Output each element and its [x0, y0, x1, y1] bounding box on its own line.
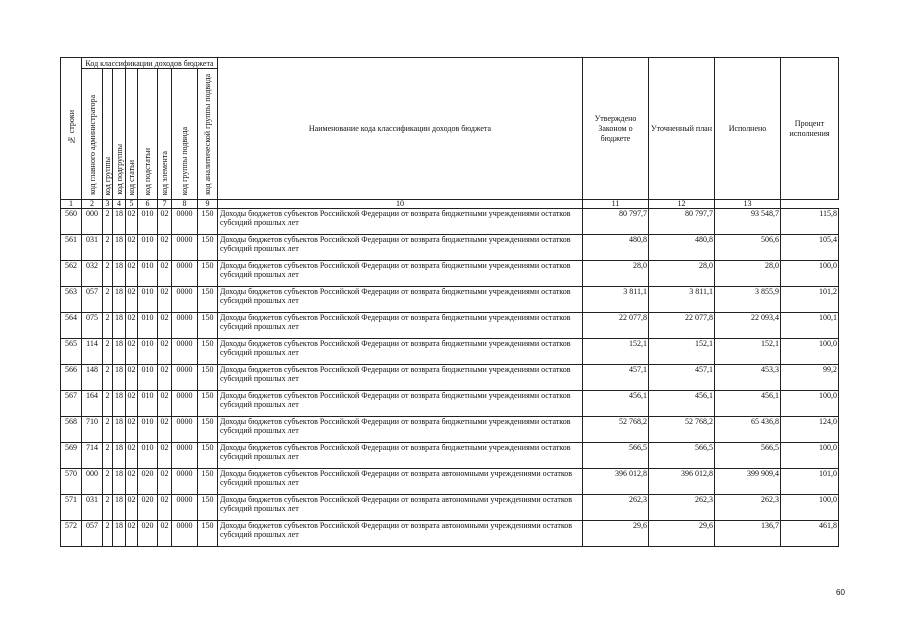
subgroup-code-cell: 18	[113, 391, 126, 417]
executed-amount-cell: 3 855,9	[715, 287, 781, 313]
classification-group-header: Код классификации доходов бюджета	[82, 58, 218, 69]
revenue-name-cell: Доходы бюджетов субъектов Российской Федерации от возврата бюджетными учреждениями остатков субсидий прошлых лет	[218, 443, 583, 469]
approved-amount-cell: 29,6	[583, 521, 649, 547]
row-number-cell: 561	[61, 235, 82, 261]
executed-amount-cell: 22 093,4	[715, 313, 781, 339]
article-code-cell: 02	[126, 209, 138, 235]
code-column-header: код аналитической группы подвида	[198, 69, 218, 200]
column-number: 7	[158, 200, 172, 209]
execution-percent-cell: 100,0	[781, 443, 839, 469]
admin-code-cell: 714	[82, 443, 103, 469]
admin-code-cell: 710	[82, 417, 103, 443]
revenue-name-cell: Доходы бюджетов субъектов Российской Федерации от возврата бюджетными учреждениями остатков субсидий прошлых лет	[218, 339, 583, 365]
refined-plan-cell: 29,6	[649, 521, 715, 547]
analytic-group-code-cell: 150	[198, 261, 218, 287]
subtype-group-code-cell: 0000	[172, 313, 198, 339]
subarticle-code-cell: 010	[138, 287, 158, 313]
executed-amount-cell: 262,3	[715, 495, 781, 521]
column-number: 5	[126, 200, 138, 209]
column-number: 8	[172, 200, 198, 209]
analytic-group-code-cell: 150	[198, 287, 218, 313]
admin-code-cell: 000	[82, 469, 103, 495]
revenue-name-cell: Доходы бюджетов субъектов Российской Федерации от возврата бюджетными учреждениями остатков субсидий прошлых лет	[218, 417, 583, 443]
execution-percent-cell: 115,8	[781, 209, 839, 235]
analytic-group-code-cell: 150	[198, 391, 218, 417]
admin-code-cell: 148	[82, 365, 103, 391]
article-code-cell: 02	[126, 235, 138, 261]
row-number-cell: 565	[61, 339, 82, 365]
refined-plan-cell: 22 077,8	[649, 313, 715, 339]
article-code-cell: 02	[126, 365, 138, 391]
analytic-group-code-cell: 150	[198, 365, 218, 391]
approved-amount-cell: 3 811,1	[583, 287, 649, 313]
subgroup-code-cell: 18	[113, 287, 126, 313]
analytic-group-code-cell: 150	[198, 495, 218, 521]
revenue-name-cell: Доходы бюджетов субъектов Российской Федерации от возврата бюджетными учреждениями остатков субсидий прошлых лет	[218, 261, 583, 287]
element-code-cell: 02	[158, 261, 172, 287]
executed-amount-cell: 136,7	[715, 521, 781, 547]
refined-plan-cell: 52 768,2	[649, 417, 715, 443]
execution-percent-cell: 101,0	[781, 469, 839, 495]
article-code-cell: 02	[126, 313, 138, 339]
subarticle-code-cell: 020	[138, 521, 158, 547]
subtype-group-code-cell: 0000	[172, 235, 198, 261]
execution-percent-cell: 100,0	[781, 339, 839, 365]
subgroup-code-cell: 18	[113, 365, 126, 391]
subtype-group-code-cell: 0000	[172, 417, 198, 443]
article-code-cell: 02	[126, 443, 138, 469]
group-code-cell: 2	[103, 443, 113, 469]
approved-header: Утверждено Законом о бюджете	[583, 58, 649, 200]
executed-amount-cell: 399 909,4	[715, 469, 781, 495]
revenue-name-cell: Доходы бюджетов субъектов Российской Федерации от возврата бюджетными учреждениями остатков субсидий прошлых лет	[218, 287, 583, 313]
analytic-group-code-cell: 150	[198, 443, 218, 469]
group-code-cell: 2	[103, 391, 113, 417]
code-column-header: код группы	[103, 69, 113, 200]
row-number-cell: 564	[61, 313, 82, 339]
revenue-name-cell: Доходы бюджетов субъектов Российской Федерации от возврата автономными учреждениями остатков субсидий прошлых лет	[218, 521, 583, 547]
element-code-cell: 02	[158, 495, 172, 521]
admin-code-cell: 057	[82, 287, 103, 313]
code-column-header: код главного администратора	[82, 69, 103, 200]
refined-plan-cell: 152,1	[649, 339, 715, 365]
approved-amount-cell: 152,1	[583, 339, 649, 365]
admin-code-cell: 031	[82, 495, 103, 521]
row-number-cell: 562	[61, 261, 82, 287]
subtype-group-code-cell: 0000	[172, 443, 198, 469]
row-number-cell: 563	[61, 287, 82, 313]
approved-amount-cell: 22 077,8	[583, 313, 649, 339]
code-column-header: код подстатьи	[138, 69, 158, 200]
element-code-cell: 02	[158, 339, 172, 365]
approved-amount-cell: 262,3	[583, 495, 649, 521]
admin-code-cell: 032	[82, 261, 103, 287]
table-row	[61, 417, 839, 443]
admin-code-cell: 164	[82, 391, 103, 417]
column-number: 3	[103, 200, 113, 209]
executed-amount-cell: 453,3	[715, 365, 781, 391]
executed-amount-cell: 93 548,7	[715, 209, 781, 235]
execution-percent-cell: 99,2	[781, 365, 839, 391]
column-number: 12	[649, 200, 715, 209]
approved-amount-cell: 566,5	[583, 443, 649, 469]
table-row	[61, 261, 839, 287]
revenue-name-cell: Доходы бюджетов субъектов Российской Федерации от возврата бюджетными учреждениями остатков субсидий прошлых лет	[218, 313, 583, 339]
subarticle-code-cell: 010	[138, 235, 158, 261]
subarticle-code-cell: 020	[138, 495, 158, 521]
analytic-group-code-cell: 150	[198, 209, 218, 235]
table-row	[61, 521, 839, 547]
subgroup-code-cell: 18	[113, 235, 126, 261]
subgroup-code-cell: 18	[113, 469, 126, 495]
approved-amount-cell: 80 797,7	[583, 209, 649, 235]
subgroup-code-cell: 18	[113, 339, 126, 365]
executed-amount-cell: 28,0	[715, 261, 781, 287]
column-number: 1	[61, 200, 82, 209]
execution-percent-cell: 100,1	[781, 313, 839, 339]
element-code-cell: 02	[158, 443, 172, 469]
table-row	[61, 391, 839, 417]
group-code-cell: 2	[103, 417, 113, 443]
column-number: 11	[583, 200, 649, 209]
analytic-group-code-cell: 150	[198, 417, 218, 443]
row-number-cell: 566	[61, 365, 82, 391]
subarticle-code-cell: 010	[138, 443, 158, 469]
subarticle-code-cell: 010	[138, 209, 158, 235]
group-code-cell: 2	[103, 365, 113, 391]
element-code-cell: 02	[158, 209, 172, 235]
subtype-group-code-cell: 0000	[172, 365, 198, 391]
subgroup-code-cell: 18	[113, 261, 126, 287]
article-code-cell: 02	[126, 521, 138, 547]
refined-plan-cell: 480,8	[649, 235, 715, 261]
subgroup-code-cell: 18	[113, 495, 126, 521]
article-code-cell: 02	[126, 339, 138, 365]
approved-amount-cell: 456,1	[583, 391, 649, 417]
subgroup-code-cell: 18	[113, 313, 126, 339]
execution-percent-cell: 461,8	[781, 521, 839, 547]
element-code-cell: 02	[158, 417, 172, 443]
group-code-cell: 2	[103, 313, 113, 339]
executed-amount-cell: 152,1	[715, 339, 781, 365]
execution-percent-cell: 100,0	[781, 495, 839, 521]
approved-amount-cell: 28,0	[583, 261, 649, 287]
revenue-name-cell: Доходы бюджетов субъектов Российской Федерации от возврата бюджетными учреждениями остатков субсидий прошлых лет	[218, 365, 583, 391]
group-code-cell: 2	[103, 261, 113, 287]
refined-plan-cell: 262,3	[649, 495, 715, 521]
column-number-row	[61, 200, 839, 209]
executed-amount-cell: 566,5	[715, 443, 781, 469]
group-code-cell: 2	[103, 287, 113, 313]
column-number: 13	[715, 200, 781, 209]
table-row	[61, 209, 839, 235]
refined-plan-cell: 396 012,8	[649, 469, 715, 495]
subtype-group-code-cell: 0000	[172, 209, 198, 235]
subgroup-code-cell: 18	[113, 521, 126, 547]
article-code-cell: 02	[126, 261, 138, 287]
column-number: 4	[113, 200, 126, 209]
row-number-cell: 560	[61, 209, 82, 235]
element-code-cell: 02	[158, 287, 172, 313]
executed-header: Исполнено	[715, 58, 781, 200]
code-column-header: код статьи	[126, 69, 138, 200]
subgroup-code-cell: 18	[113, 209, 126, 235]
execution-percent-cell: 101,2	[781, 287, 839, 313]
row-number-cell: 572	[61, 521, 82, 547]
analytic-group-code-cell: 150	[198, 235, 218, 261]
table-row	[61, 443, 839, 469]
subarticle-code-cell: 010	[138, 339, 158, 365]
table-row	[61, 469, 839, 495]
subarticle-code-cell: 020	[138, 469, 158, 495]
analytic-group-code-cell: 150	[198, 313, 218, 339]
code-column-header: код элемента	[158, 69, 172, 200]
execution-percent-cell: 105,4	[781, 235, 839, 261]
executed-amount-cell: 506,6	[715, 235, 781, 261]
execution-percent-cell: 124,0	[781, 417, 839, 443]
analytic-group-code-cell: 150	[198, 339, 218, 365]
refined-plan-cell: 80 797,7	[649, 209, 715, 235]
table-row	[61, 313, 839, 339]
refined-plan-cell: 457,1	[649, 365, 715, 391]
subarticle-code-cell: 010	[138, 365, 158, 391]
column-number: 2	[82, 200, 103, 209]
table-row	[61, 339, 839, 365]
admin-code-cell: 000	[82, 209, 103, 235]
admin-code-cell: 031	[82, 235, 103, 261]
subtype-group-code-cell: 0000	[172, 469, 198, 495]
execution-percent-cell: 100,0	[781, 391, 839, 417]
group-code-cell: 2	[103, 469, 113, 495]
revenue-name-cell: Доходы бюджетов субъектов Российской Федерации от возврата автономными учреждениями остатков субсидий прошлых лет	[218, 495, 583, 521]
group-code-cell: 2	[103, 495, 113, 521]
subarticle-code-cell: 010	[138, 417, 158, 443]
row-number-cell: 570	[61, 469, 82, 495]
article-code-cell: 02	[126, 469, 138, 495]
subarticle-code-cell: 010	[138, 391, 158, 417]
article-code-cell: 02	[126, 391, 138, 417]
analytic-group-code-cell: 150	[198, 469, 218, 495]
admin-code-cell: 075	[82, 313, 103, 339]
row-number-cell: 568	[61, 417, 82, 443]
budget-revenue-table	[60, 57, 839, 547]
subgroup-code-cell: 18	[113, 417, 126, 443]
name-header: Наименование кода классификации доходов бюджета	[218, 58, 583, 200]
element-code-cell: 02	[158, 469, 172, 495]
column-number: 9	[198, 200, 218, 209]
element-code-cell: 02	[158, 391, 172, 417]
element-code-cell: 02	[158, 313, 172, 339]
page-number: 60	[836, 588, 845, 597]
element-code-cell: 02	[158, 235, 172, 261]
group-code-cell: 2	[103, 521, 113, 547]
percent-header: Процент исполнения	[781, 58, 839, 200]
refined-header: Уточненный план	[649, 58, 715, 200]
subtype-group-code-cell: 0000	[172, 521, 198, 547]
execution-percent-cell: 100,0	[781, 261, 839, 287]
table-row	[61, 495, 839, 521]
article-code-cell: 02	[126, 287, 138, 313]
refined-plan-cell: 456,1	[649, 391, 715, 417]
subtype-group-code-cell: 0000	[172, 391, 198, 417]
executed-amount-cell: 456,1	[715, 391, 781, 417]
article-code-cell: 02	[126, 495, 138, 521]
approved-amount-cell: 480,8	[583, 235, 649, 261]
subtype-group-code-cell: 0000	[172, 261, 198, 287]
refined-plan-cell: 566,5	[649, 443, 715, 469]
approved-amount-cell: 457,1	[583, 365, 649, 391]
row-number-cell: 571	[61, 495, 82, 521]
row-number-cell: 567	[61, 391, 82, 417]
code-column-header: код подгруппы	[113, 69, 126, 200]
revenue-name-cell: Доходы бюджетов субъектов Российской Федерации от возврата бюджетными учреждениями остатков субсидий прошлых лет	[218, 391, 583, 417]
revenue-name-cell: Доходы бюджетов субъектов Российской Федерации от возврата бюджетными учреждениями остатков субсидий прошлых лет	[218, 235, 583, 261]
group-code-cell: 2	[103, 209, 113, 235]
approved-amount-cell: 396 012,8	[583, 469, 649, 495]
subtype-group-code-cell: 0000	[172, 339, 198, 365]
code-column-header: код группы подвида	[172, 69, 198, 200]
group-code-cell: 2	[103, 235, 113, 261]
subarticle-code-cell: 010	[138, 261, 158, 287]
approved-amount-cell: 52 768,2	[583, 417, 649, 443]
article-code-cell: 02	[126, 417, 138, 443]
revenue-name-cell: Доходы бюджетов субъектов Российской Федерации от возврата бюджетными учреждениями остатков субсидий прошлых лет	[218, 209, 583, 235]
subarticle-code-cell: 010	[138, 313, 158, 339]
subtype-group-code-cell: 0000	[172, 287, 198, 313]
subgroup-code-cell: 18	[113, 443, 126, 469]
table-row	[61, 235, 839, 261]
analytic-group-code-cell: 150	[198, 521, 218, 547]
executed-amount-cell: 65 436,8	[715, 417, 781, 443]
refined-plan-cell: 3 811,1	[649, 287, 715, 313]
revenue-name-cell: Доходы бюджетов субъектов Российской Федерации от возврата автономными учреждениями остатков субсидий прошлых лет	[218, 469, 583, 495]
row-number-cell: 569	[61, 443, 82, 469]
refined-plan-cell: 28,0	[649, 261, 715, 287]
column-number: 10	[218, 200, 583, 209]
column-number: 6	[138, 200, 158, 209]
row-number-header: № строки	[61, 58, 82, 200]
table-row	[61, 365, 839, 391]
element-code-cell: 02	[158, 365, 172, 391]
admin-code-cell: 114	[82, 339, 103, 365]
table-row	[61, 287, 839, 313]
admin-code-cell: 057	[82, 521, 103, 547]
subtype-group-code-cell: 0000	[172, 495, 198, 521]
element-code-cell: 02	[158, 521, 172, 547]
group-code-cell: 2	[103, 339, 113, 365]
